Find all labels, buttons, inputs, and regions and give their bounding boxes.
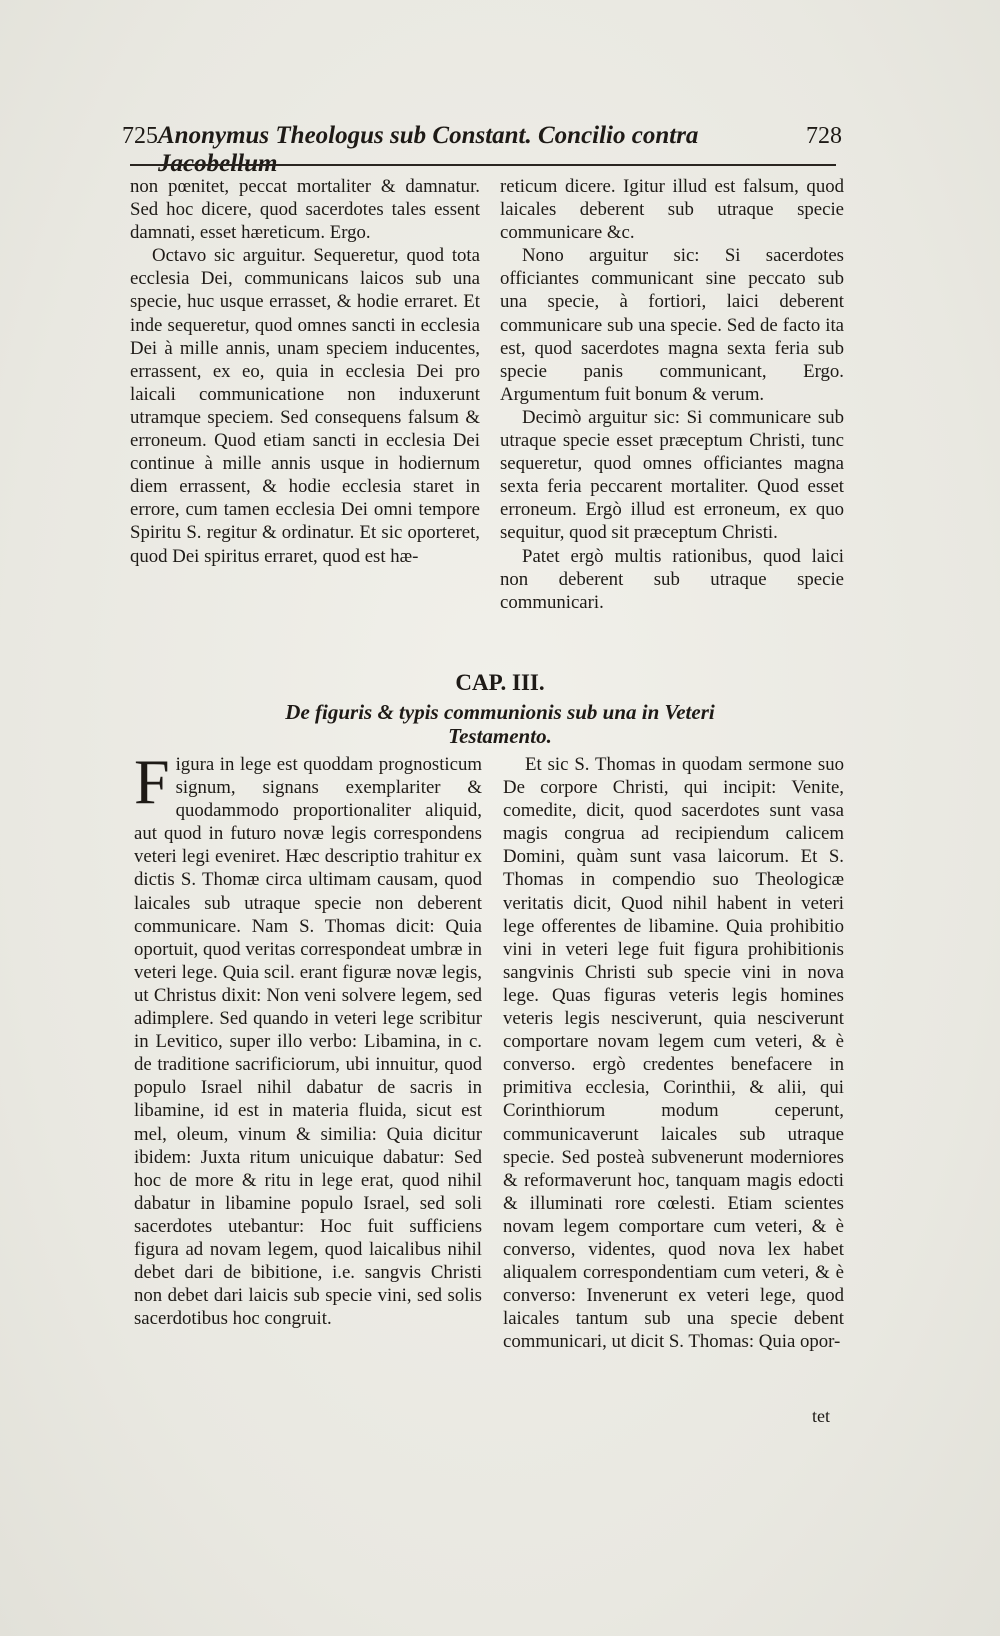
- paragraph: [134, 746, 482, 1330]
- column-left-top: [130, 175, 480, 568]
- chapter-heading: CAP. III.: [455, 670, 545, 695]
- running-header: [122, 122, 842, 177]
- chapter-subtitle-line: Testamento.: [448, 724, 552, 748]
- paragraph: Decimò arguitur sic: Si communicare sub utraque specie esset præceptum Christi, tunc sequeretur, quod omnes officiantes magna sexta feria peccarent mortaliter. Quod esset erroneum. Ergò illud est erroneum, ex quo sequitur, quod sit præceptum Christi.: [500, 406, 844, 544]
- paragraph: reticum dicere. Igitur illud est falsum, quod laicales deberent sub utraque specie communicare &c.: [500, 176, 844, 244]
- paragraph: non pœnitet, peccat mortaliter & damnatur. Sed hoc dicere, quod sacerdotes tales essent damnati, esset hæreticum. Ergo.: [130, 176, 480, 244]
- paragraph: Et sic S. Thomas in quodam sermone suo De corpore Christi, qui incipit: Venite, comedite, dicit, quod sacerdotes sunt vasa magis congrua ad recipiendum calicem Domini, quàm sunt vasa laicorum. Et S. Thomas in compendio suo Theologicæ veritatis dicit, Quod nihil habent in veteri lege offerentes de libamine. Quia prohibitio vini in veteri lege fuit figura prohibitionis sangvinis Christi sub specie vini in nova lege. Quas figuras veteris legis homines veteris legis nesciverunt, quia nesciverunt comportare novam legem cum veteri, & è converso. ergò credentes benefacere in primitiva ecclesia, Corinthii, & alii, qui Corinthiorum modum ceperunt, communicaverunt laicales sub utraque specie. Sed posteà subvenerunt moderniores & reformaverunt hoc, tanquam magis edocti & illuminati rore cœlesti. Etiam scientes novam legem comportare cum veteri, & è converso, videntes, quod nova lex habet aliqualem correspondentiam cum veteri, & è converso: Invenerunt ex veteri lege, quod laicales tantum sub una specie debent communicari, ut dicit S. Thomas: Quia opor-: [503, 754, 844, 1353]
- page-number-right: 728: [806, 123, 842, 149]
- paragraph-text: igura in lege est quoddam prognosticum signum, signans exemplariter & quodammodo proportionaliter aliquid, aut quod in futuro novæ legis correspondens veteri legi eveniret. Hæc descriptio trahitur ex dictis S. Thomæ circa ultimam causam, quod laicales sub utraque specie non deberent communicare. Nam S. Thomas dicit: Quia oportuit, quod veritas correspondeat umbræ in veteri lege. Quia scil. erant figuræ novæ legis, ut Christus dixit: Non veni solvere legem, sed adimplere. Sed quando in veteri lege scribitur in Levitico, super illo verbo: Libamina, in c. de traditione sacrificiorum, ubi innuitur, quod populo Israel nihil dabatur de sacris in libamine, id est in materia fluida, sicut est mel, oleum, vinum & similia: Quia dicitur ibidem: Juxta ritum unicuique dabatur: Sed hoc de more & ritu in lege erat, quod nihil dabatur in libamine populo Israel, sed soli sacerdotes utebantur: Hoc fuit sufficiens figura ad novam legem, quod laicalibus nihil debet dari de bibitione, i.e. sangvis Christi non debet dari laicis sub specie vini, sed solis sacerdotibus hoc congruit.: [134, 754, 482, 1330]
- paragraph: Patet ergò multis rationibus, quod laici non deberent sub utraque specie communicari.: [500, 545, 844, 613]
- column-left-bottom: [134, 746, 482, 1330]
- paragraph: Octavo sic arguitur. Sequeretur, quod tota ecclesia Dei, communicans laicos sub una specie, huc usque errasset, & hodie erraret. Et inde sequeretur, quod omnes sancti in ecclesia Dei à mille annis, unam speciem inducentes, errassent, ex eo, quia in ecclesia Dei pro laicali communicatione non induxerunt utramque speciem. Sed consequens falsum & erroneum. Quod etiam sancti in ecclesia Dei continue à mille annis usque in hodiernum diem errassent, & hodie ecclesia staret in errore, cum tamen ecclesia Dei omni tempore Spiritu S. regitur & ordinatur. Et sic oporteret, quod Dei spiritus erraret, quod est hæ-: [130, 245, 480, 567]
- chapter-subtitle: [230, 700, 770, 748]
- column-right-top: [500, 175, 844, 614]
- catchword: tet: [812, 1406, 830, 1426]
- header-rule: [130, 164, 836, 166]
- page-number-left: 725: [122, 123, 158, 149]
- chapter-subtitle-line: De figuris & typis communionis sub una in Veteri: [285, 700, 715, 724]
- paragraph: Nono arguitur sic: Si sacerdotes officiantes communicant sine peccato sub una specie, à fortiori, laici deberent communicare sub una specie. Sed de facto ita est, quod sacerdotes magna sexta feria sub specie panis communicant, Ergo. Argumentum fuit bonum & verum.: [500, 245, 844, 405]
- column-right-bottom: [503, 753, 844, 1353]
- running-title: Anonymus Theologus sub Constant. Concilio contra Jacobellum: [158, 122, 699, 177]
- drop-cap: F: [134, 746, 170, 817]
